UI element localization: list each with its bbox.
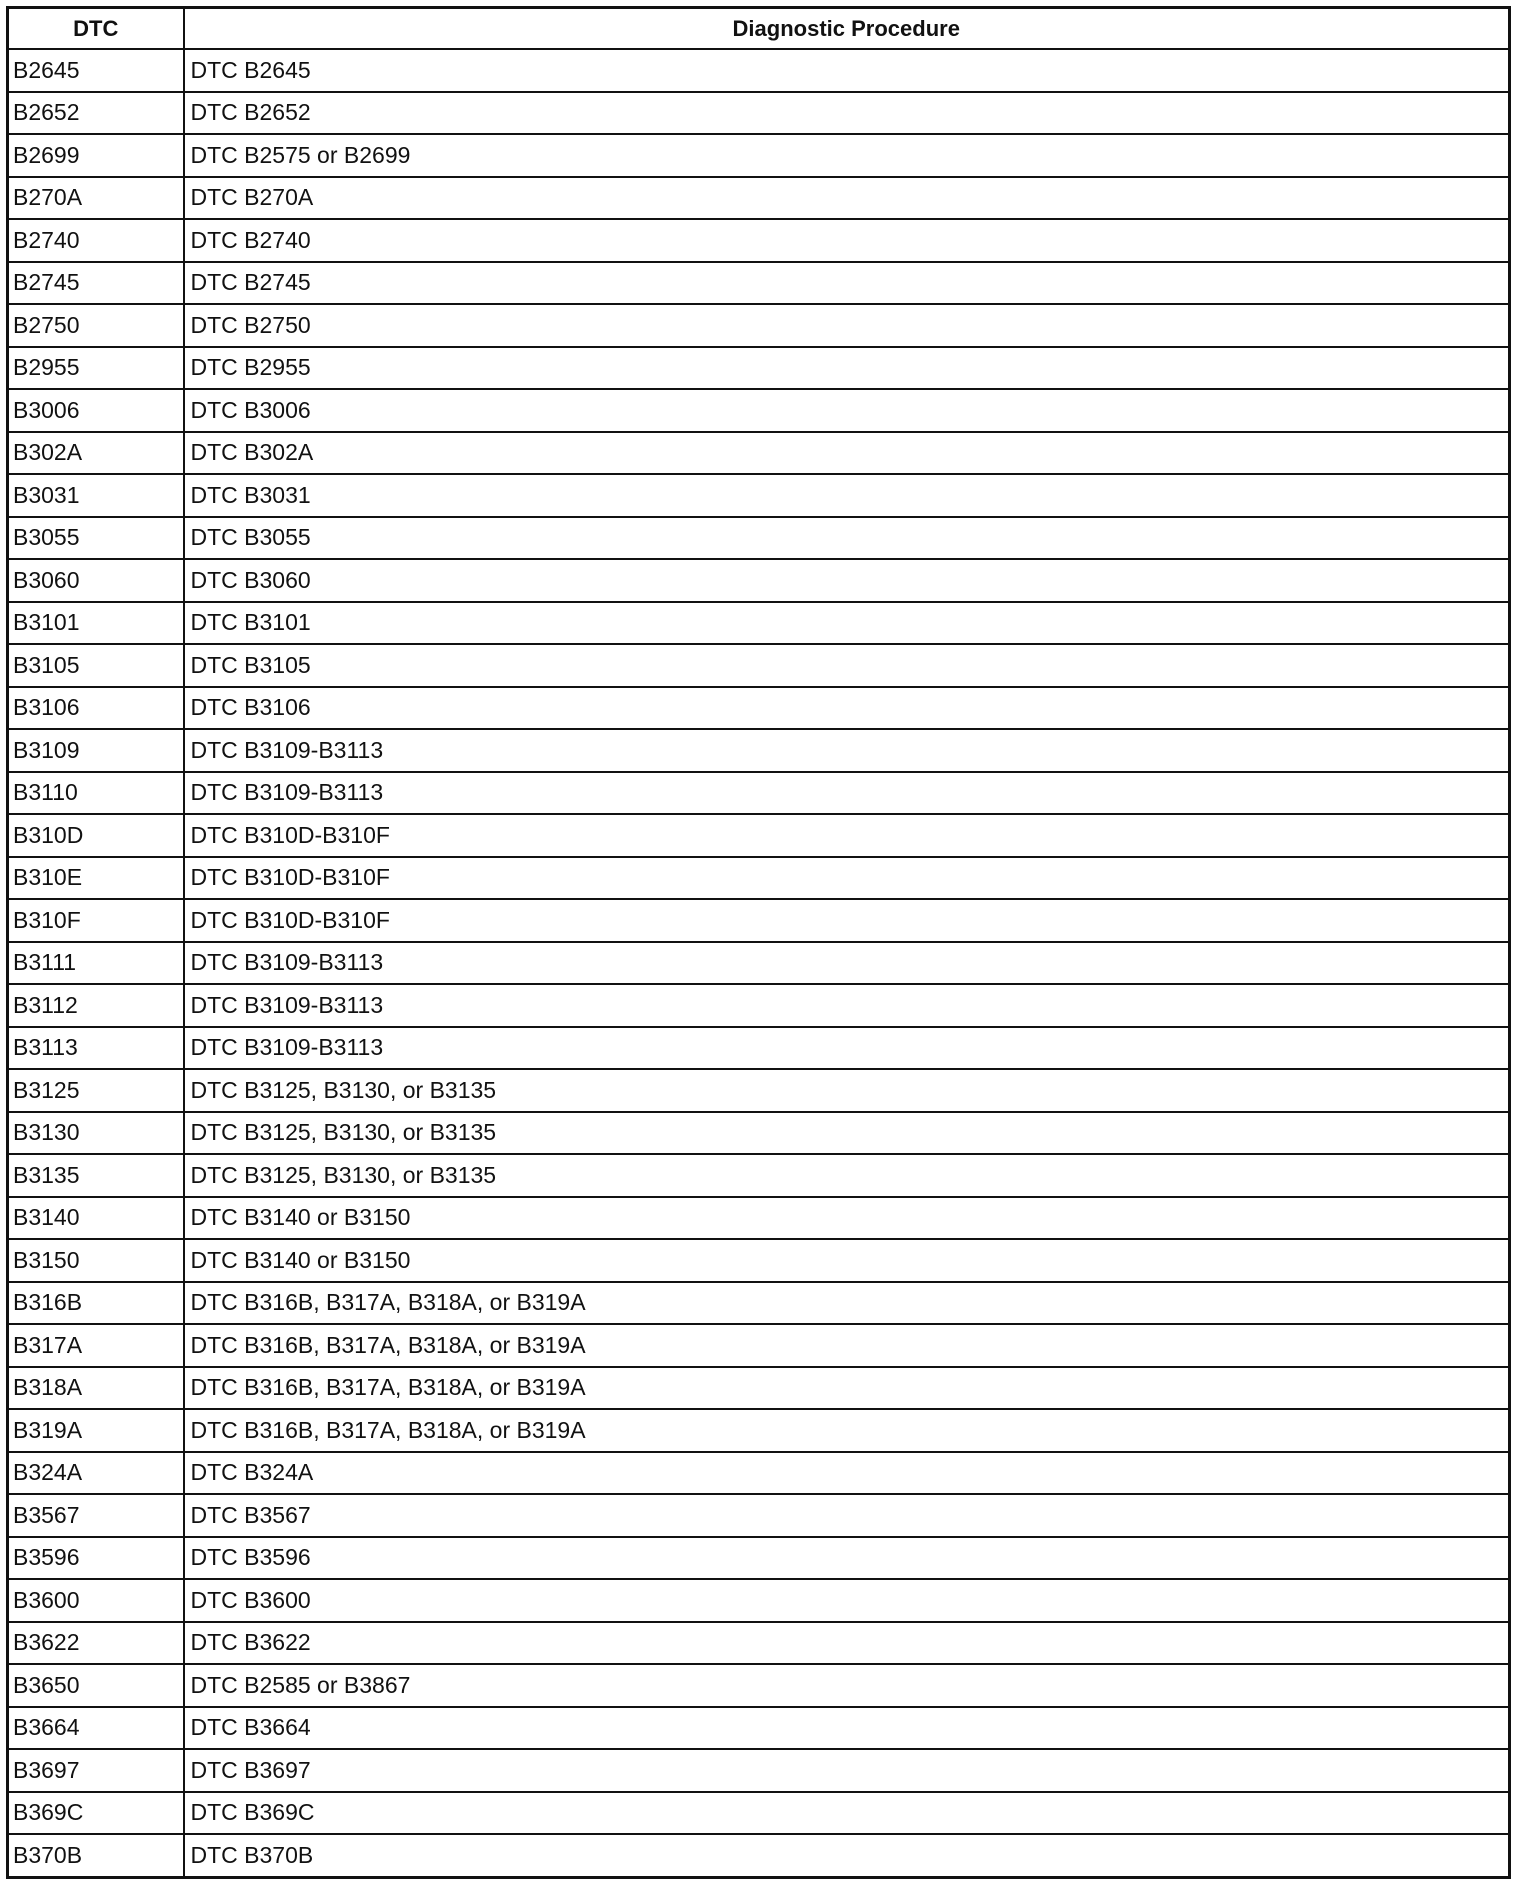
dtc-code-cell: B317A	[8, 1324, 184, 1367]
dtc-code-cell: B2740	[8, 219, 184, 262]
table-row	[8, 729, 1510, 772]
diagnostic-procedure-cell: DTC B3567	[184, 1494, 1510, 1537]
dtc-code-cell: B3055	[8, 517, 184, 560]
table-row	[8, 814, 1510, 857]
dtc-code-cell: B318A	[8, 1367, 184, 1410]
table-row	[8, 644, 1510, 687]
diagnostic-procedure-cell: DTC B3101	[184, 602, 1510, 645]
dtc-code-cell: B3140	[8, 1197, 184, 1240]
dtc-code-cell: B369C	[8, 1792, 184, 1835]
table-row	[8, 1239, 1510, 1282]
diagnostic-procedure-cell: DTC B3664	[184, 1707, 1510, 1750]
diagnostic-procedure-cell: DTC B2745	[184, 262, 1510, 305]
dtc-code-cell: B310F	[8, 899, 184, 942]
diagnostic-procedure-cell: DTC B3600	[184, 1579, 1510, 1622]
table-row	[8, 942, 1510, 985]
dtc-code-cell: B324A	[8, 1452, 184, 1495]
dtc-table	[6, 6, 1511, 1879]
dtc-code-cell: B3596	[8, 1537, 184, 1580]
dtc-code-cell: B2750	[8, 304, 184, 347]
table-row	[8, 984, 1510, 1027]
diagnostic-procedure-cell: DTC B2645	[184, 49, 1510, 92]
table-header	[8, 8, 1510, 50]
diagnostic-procedure-cell: DTC B2575 or B2699	[184, 134, 1510, 177]
dtc-code-cell: B3109	[8, 729, 184, 772]
table-row	[8, 602, 1510, 645]
dtc-code-cell: B3006	[8, 389, 184, 432]
header-row	[8, 8, 1510, 50]
dtc-code-cell: B3650	[8, 1664, 184, 1707]
table-row	[8, 1749, 1510, 1792]
table-row	[8, 687, 1510, 730]
table-row	[8, 1452, 1510, 1495]
diagnostic-procedure-cell: DTC B3140 or B3150	[184, 1239, 1510, 1282]
table-row	[8, 92, 1510, 135]
dtc-code-cell: B3106	[8, 687, 184, 730]
dtc-code-cell: B310D	[8, 814, 184, 857]
diagnostic-procedure-cell: DTC B3697	[184, 1749, 1510, 1792]
table-row	[8, 304, 1510, 347]
table-row	[8, 1664, 1510, 1707]
diagnostic-procedure-cell: DTC B3105	[184, 644, 1510, 687]
table-row	[8, 262, 1510, 305]
dtc-code-cell: B3110	[8, 772, 184, 815]
diagnostic-procedure-cell: DTC B3125, B3130, or B3135	[184, 1112, 1510, 1155]
table-row	[8, 1069, 1510, 1112]
diagnostic-procedure-cell: DTC B324A	[184, 1452, 1510, 1495]
table-row	[8, 49, 1510, 92]
dtc-code-cell: B316B	[8, 1282, 184, 1325]
table-row	[8, 432, 1510, 475]
dtc-code-cell: B3101	[8, 602, 184, 645]
diagnostic-procedure-cell: DTC B2652	[184, 92, 1510, 135]
dtc-code-cell: B302A	[8, 432, 184, 475]
table-row	[8, 1834, 1510, 1877]
diagnostic-procedure-cell: DTC B3106	[184, 687, 1510, 730]
diagnostic-procedure-cell: DTC B2750	[184, 304, 1510, 347]
diagnostic-procedure-cell: DTC B3109-B3113	[184, 984, 1510, 1027]
table-row	[8, 177, 1510, 220]
table-row	[8, 1197, 1510, 1240]
dtc-code-cell: B3113	[8, 1027, 184, 1070]
table-row	[8, 1707, 1510, 1750]
table-row	[8, 347, 1510, 390]
dtc-code-cell: B310E	[8, 857, 184, 900]
diagnostic-procedure-cell: DTC B3031	[184, 474, 1510, 517]
dtc-code-cell: B319A	[8, 1409, 184, 1452]
diagnostic-procedure-cell: DTC B3055	[184, 517, 1510, 560]
table-row	[8, 1154, 1510, 1197]
table-row	[8, 219, 1510, 262]
diagnostic-procedure-cell: DTC B3109-B3113	[184, 772, 1510, 815]
diagnostic-procedure-cell: DTC B270A	[184, 177, 1510, 220]
dtc-code-cell: B3031	[8, 474, 184, 517]
diagnostic-procedure-cell: DTC B3006	[184, 389, 1510, 432]
dtc-code-cell: B270A	[8, 177, 184, 220]
diagnostic-procedure-cell: DTC B369C	[184, 1792, 1510, 1835]
dtc-column-header: DTC	[8, 8, 184, 50]
table-row	[8, 474, 1510, 517]
table-row	[8, 1494, 1510, 1537]
diagnostic-procedure-cell: DTC B316B, B317A, B318A, or B319A	[184, 1282, 1510, 1325]
diagnostic-procedure-cell: DTC B302A	[184, 432, 1510, 475]
diagnostic-procedure-cell: DTC B3125, B3130, or B3135	[184, 1154, 1510, 1197]
dtc-code-cell: B3105	[8, 644, 184, 687]
dtc-code-cell: B3600	[8, 1579, 184, 1622]
dtc-code-cell: B3130	[8, 1112, 184, 1155]
diagnostic-procedure-cell: DTC B316B, B317A, B318A, or B319A	[184, 1367, 1510, 1410]
diagnostic-procedure-cell: DTC B3060	[184, 559, 1510, 602]
dtc-code-cell: B2745	[8, 262, 184, 305]
dtc-code-cell: B2699	[8, 134, 184, 177]
table-row	[8, 389, 1510, 432]
table-row	[8, 1579, 1510, 1622]
diagnostic-procedure-cell: DTC B2585 or B3867	[184, 1664, 1510, 1707]
dtc-code-cell: B3150	[8, 1239, 184, 1282]
table-row	[8, 1792, 1510, 1835]
dtc-code-cell: B370B	[8, 1834, 184, 1877]
table-row	[8, 857, 1510, 900]
diagnostic-procedure-cell: DTC B2740	[184, 219, 1510, 262]
diagnostic-procedure-cell: DTC B310D-B310F	[184, 899, 1510, 942]
dtc-code-cell: B3111	[8, 942, 184, 985]
dtc-code-cell: B2652	[8, 92, 184, 135]
dtc-code-cell: B3697	[8, 1749, 184, 1792]
diagnostic-procedure-cell: DTC B3109-B3113	[184, 942, 1510, 985]
diagnostic-procedure-cell: DTC B310D-B310F	[184, 857, 1510, 900]
diagnostic-procedure-cell: DTC B316B, B317A, B318A, or B319A	[184, 1324, 1510, 1367]
diagnostic-procedure-cell: DTC B3140 or B3150	[184, 1197, 1510, 1240]
table-row	[8, 134, 1510, 177]
dtc-code-cell: B3664	[8, 1707, 184, 1750]
table-row	[8, 1027, 1510, 1070]
table-row	[8, 1622, 1510, 1665]
table-row	[8, 899, 1510, 942]
table-row	[8, 1409, 1510, 1452]
dtc-code-cell: B3622	[8, 1622, 184, 1665]
table-row	[8, 1537, 1510, 1580]
diagnostic-procedure-cell: DTC B3596	[184, 1537, 1510, 1580]
diagnostic-procedure-cell: DTC B310D-B310F	[184, 814, 1510, 857]
dtc-code-cell: B3125	[8, 1069, 184, 1112]
table-row	[8, 559, 1510, 602]
dtc-code-cell: B3112	[8, 984, 184, 1027]
diagnostic-procedure-cell: DTC B3109-B3113	[184, 1027, 1510, 1070]
table-row	[8, 772, 1510, 815]
dtc-code-cell: B2955	[8, 347, 184, 390]
table-row	[8, 1282, 1510, 1325]
dtc-code-cell: B2645	[8, 49, 184, 92]
diagnostic-procedure-cell: DTC B3109-B3113	[184, 729, 1510, 772]
table-row	[8, 1112, 1510, 1155]
diagnostic-procedure-cell: DTC B370B	[184, 1834, 1510, 1877]
table-row	[8, 517, 1510, 560]
diagnostic-procedure-cell: DTC B2955	[184, 347, 1510, 390]
dtc-code-cell: B3060	[8, 559, 184, 602]
table-row	[8, 1324, 1510, 1367]
diagnostic-procedure-cell: DTC B3125, B3130, or B3135	[184, 1069, 1510, 1112]
table-row	[8, 1367, 1510, 1410]
dtc-code-cell: B3135	[8, 1154, 184, 1197]
table-body	[8, 49, 1510, 1877]
dtc-code-cell: B3567	[8, 1494, 184, 1537]
procedure-column-header: Diagnostic Procedure	[184, 8, 1510, 50]
diagnostic-procedure-cell: DTC B316B, B317A, B318A, or B319A	[184, 1409, 1510, 1452]
diagnostic-procedure-cell: DTC B3622	[184, 1622, 1510, 1665]
